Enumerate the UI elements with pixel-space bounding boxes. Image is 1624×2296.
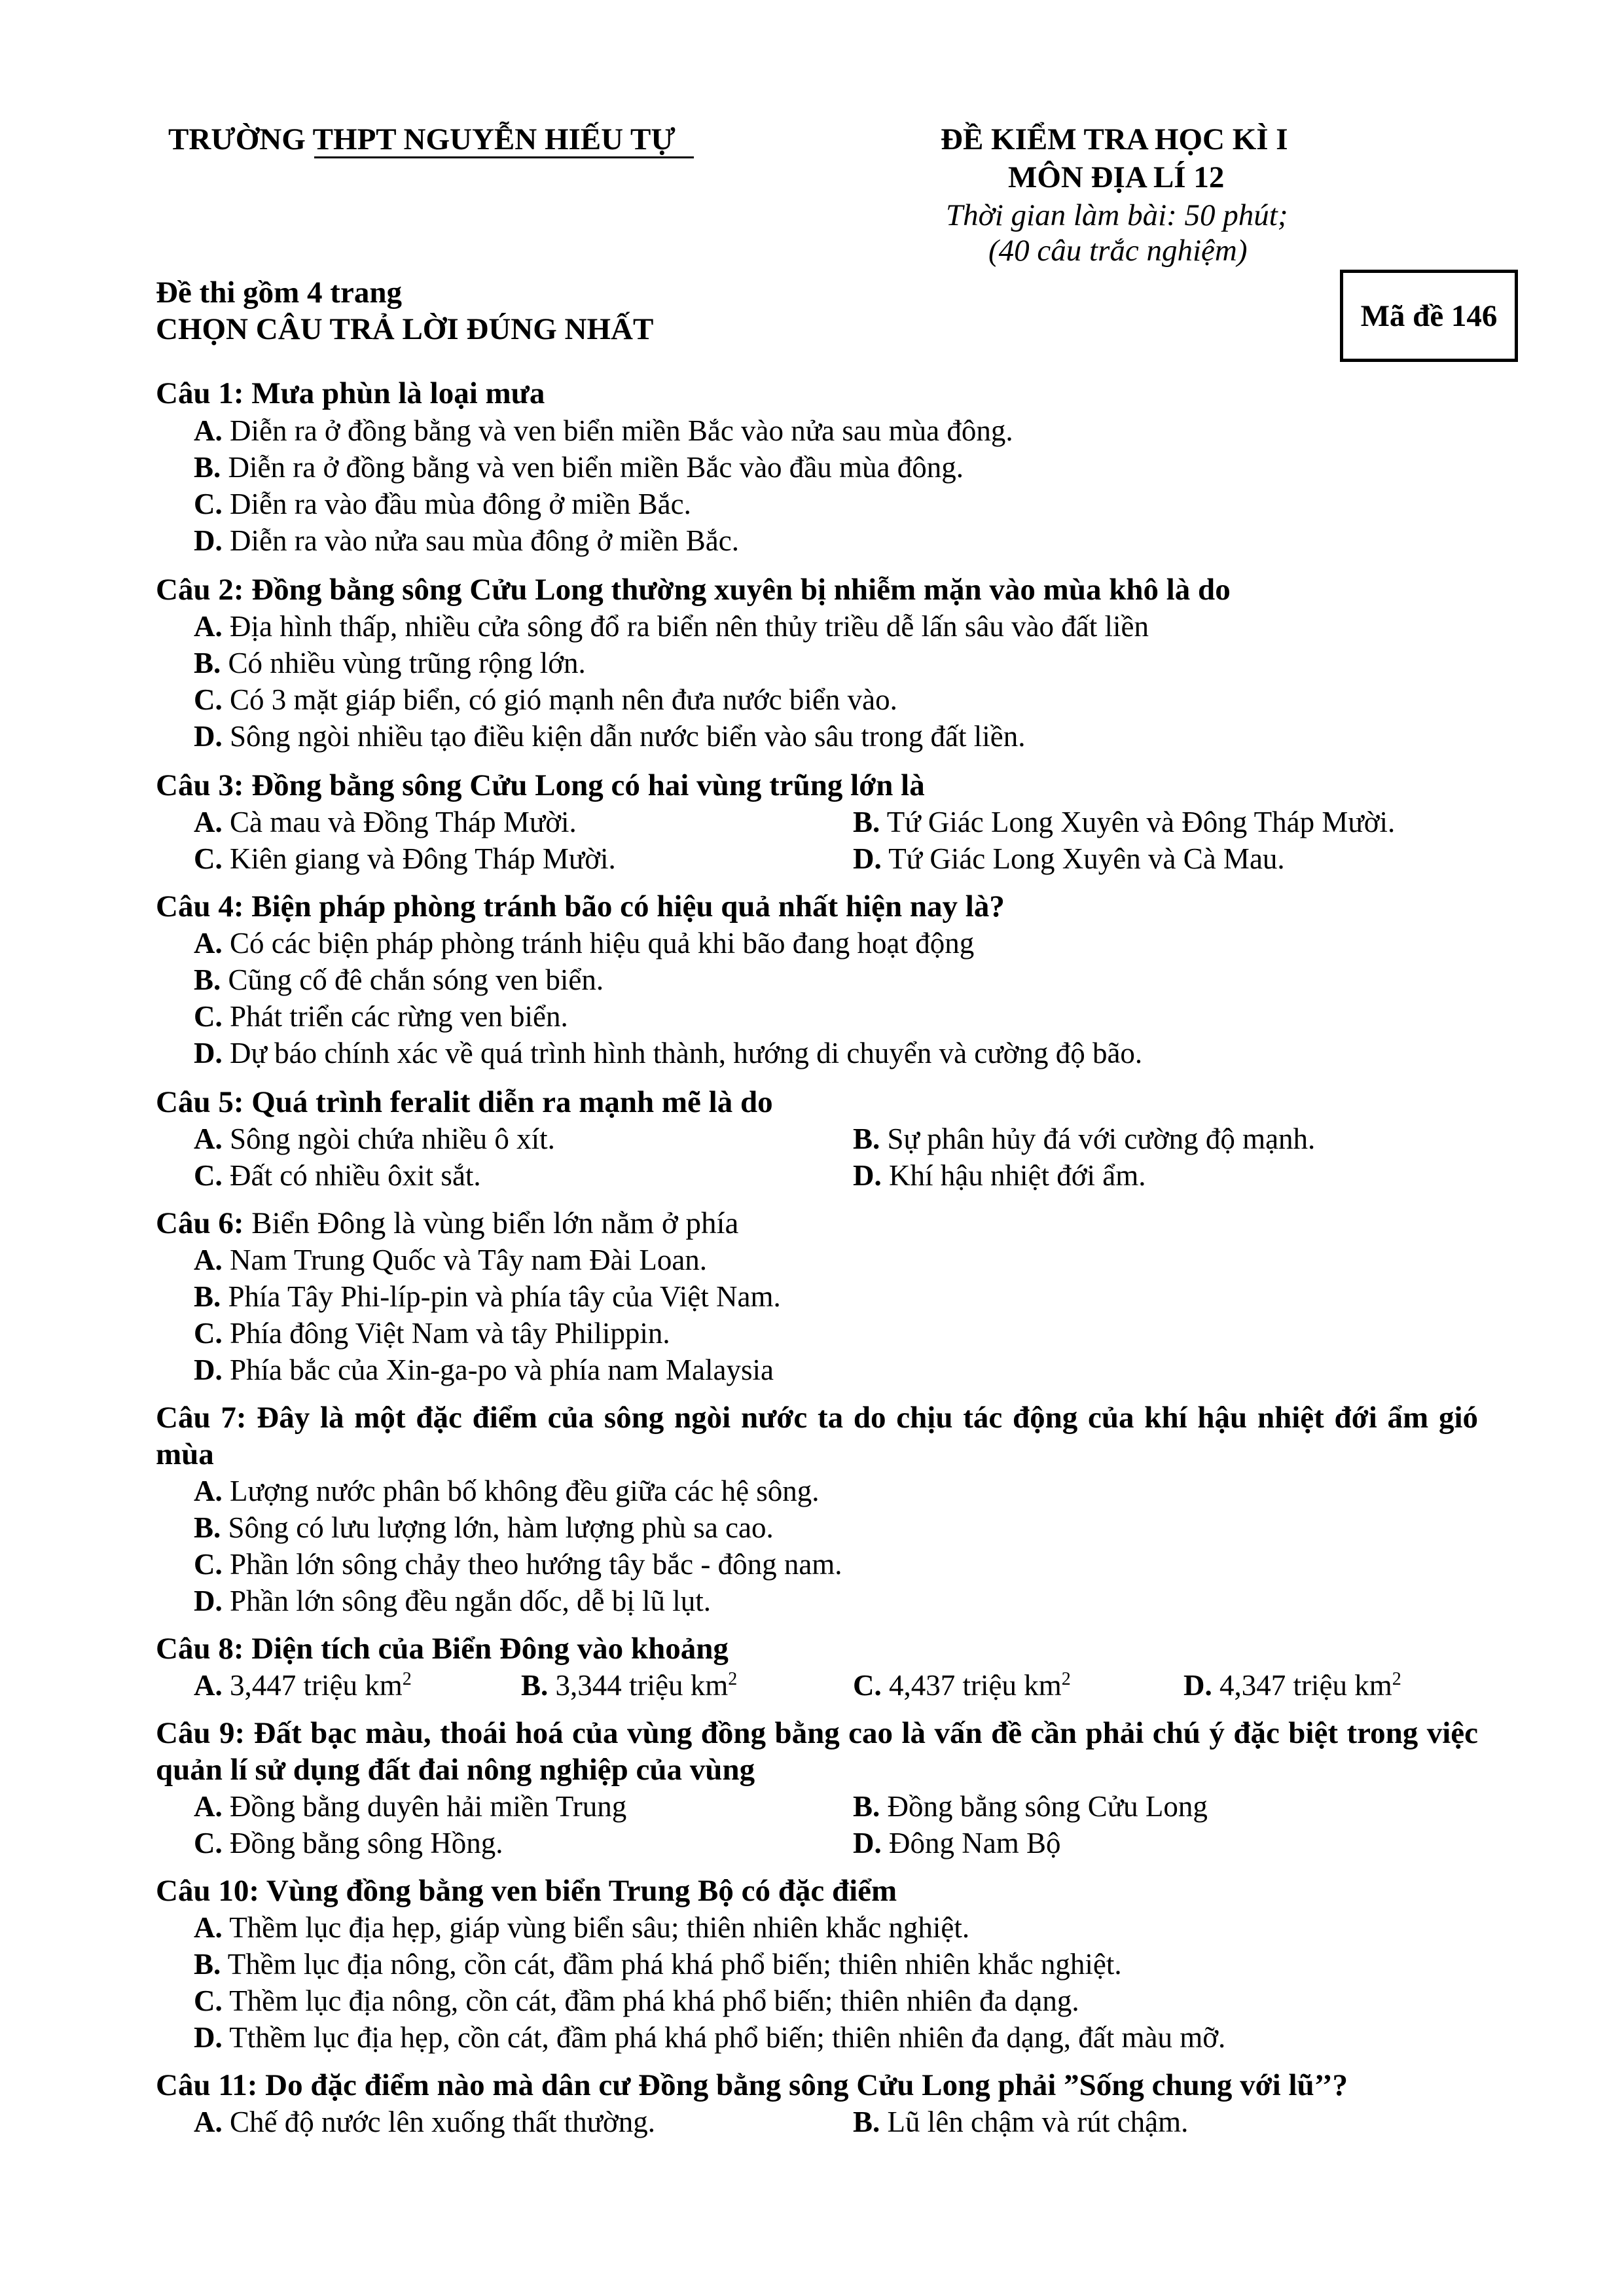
q7-option-a[interactable]: A. Lượng nước phân bố không đều giữa các hệ sông. (194, 1475, 820, 1507)
q7-option-c[interactable]: C. Phần lớn sông chảy theo hướng tây bắc - đông nam. (194, 1548, 842, 1581)
q4-option-c[interactable]: C. Phát triển các rừng ven biển. (194, 1000, 568, 1033)
question-9: Câu 9: Đất bạc màu, thoái hoá của vùng đồng bằng cao là vấn đề cần phải chú ý đặc biệt trong việc quản lí sử dụng đất đai nông nghiệp của vùng (156, 1716, 1478, 1787)
q8-option-d[interactable]: D. 4,347 triệu $km^2$ (1183, 1669, 1401, 1702)
q8-option-a[interactable]: A. 3,447 triệu $km^2$ (194, 1669, 412, 1702)
q11-option-b[interactable]: B. Lũ lên chậm và rút chậm. (853, 2106, 1189, 2138)
q9-option-b[interactable]: B. Đồng bằng sông Cửu Long (853, 1790, 1208, 1823)
q10-option-b[interactable]: B. Thềm lục địa nông, cồn cát, đầm phá khá phổ biến; thiên nhiên khắc nghiệt. (194, 1948, 1122, 1981)
exam-title: ĐỀ KIỂM TRA HỌC KÌ I (941, 122, 1288, 156)
question-5: Câu 5: Quá trình feralit diễn ra mạnh mẽ là do (156, 1085, 773, 1119)
q10-option-d[interactable]: D. Tthềm lục địa hẹp, cồn cát, đầm phá khá phổ biến; thiên nhiên đa dạng, đất màu mỡ. (194, 2021, 1226, 2054)
pages-note: Đề thi gồm 4 trang (156, 276, 402, 310)
q2-option-c[interactable]: C. Có 3 mặt giáp biển, có gió mạnh nên đưa nước biển vào. (194, 683, 897, 716)
subject: MÔN ĐỊA LÍ 12 (1008, 160, 1225, 194)
q1-option-c[interactable]: C. Diễn ra vào đầu mùa đông ở miền Bắc. (194, 488, 691, 520)
question-6: Câu 6: Biển Đông là vùng biển lớn nằm ở phía (156, 1206, 739, 1240)
q2-option-a[interactable]: A. Địa hình thấp, nhiều cửa sông đổ ra biển nên thủy triều dễ lấn sâu vào đất liền (194, 610, 1149, 643)
exam-code-box (1340, 270, 1518, 362)
q3-option-c[interactable]: C. Kiên giang và Đông Tháp Mười. (194, 842, 616, 875)
question-1: Câu 1: Mưa phùn là loại mưa (156, 376, 545, 410)
q9-option-c[interactable]: C. Đồng bằng sông Hồng. (194, 1827, 503, 1859)
question-count: (40 câu trắc nghiệm) (988, 234, 1248, 268)
q5-option-d[interactable]: D. Khí hậu nhiệt đới ẩm. (853, 1159, 1146, 1192)
q10-option-c[interactable]: C. Thềm lục địa nông, cồn cát, đầm phá khá phổ biến; thiên nhiên đa dạng. (194, 1984, 1079, 2017)
q6-option-a[interactable]: A. Nam Trung Quốc và Tây nam Đài Loan. (194, 1244, 708, 1276)
school-underline (314, 156, 694, 158)
question-10: Câu 10: Vùng đồng bằng ven biển Trung Bộ có đặc điểm (156, 1874, 897, 1908)
instruction: CHỌN CÂU TRẢ LỜI ĐÚNG NHẤT (156, 312, 654, 346)
q8-option-b[interactable]: B. 3,344 triệu $km^2$ (521, 1669, 738, 1702)
q2-option-b[interactable]: B. Có nhiều vùng trũng rộng lớn. (194, 647, 586, 679)
question-2: Câu 2: Đồng bằng sông Cửu Long thường xuyên bị nhiễm mặn vào mùa khô là do (156, 573, 1231, 607)
question-11: Câu 11: Do đặc điểm nào mà dân cư Đồng bằng sông Cửu Long phải ”Sống chung với lũ’’? (156, 2068, 1348, 2102)
q4-option-d[interactable]: D. Dự báo chính xác về quá trình hình thành, hướng di chuyển và cường độ bão. (194, 1037, 1143, 1069)
question-3: Câu 3: Đồng bằng sông Cửu Long có hai vùng trũng lớn là (156, 768, 925, 802)
q1-option-a[interactable]: A. Diễn ra ở đồng bằng và ven biển miền Bắc vào nửa sau mùa đông. (194, 414, 1013, 447)
q11-option-a[interactable]: A. Chế độ nước lên xuống thất thường. (194, 2106, 656, 2138)
school-name: TRƯỜNG THPT NGUYỄN HIẾU TỰ (168, 122, 676, 156)
question-4: Câu 4: Biện pháp phòng tránh bão có hiệu quả nhất hiện nay là? (156, 889, 1005, 924)
q6-option-c[interactable]: C. Phía đông Việt Nam và tây Philippin. (194, 1317, 670, 1350)
q9-option-d[interactable]: D. Đông Nam Bộ (853, 1827, 1061, 1859)
q7-option-b[interactable]: B. Sông có lưu lượng lớn, hàm lượng phù sa cao. (194, 1511, 774, 1544)
exam-code: Mã đề 146 (1360, 298, 1498, 333)
q5-option-b[interactable]: B. Sự phân hủy đá với cường độ mạnh. (853, 1122, 1316, 1155)
q1-option-b[interactable]: B. Diễn ra ở đồng bằng và ven biển miền Bắc vào đầu mùa đông. (194, 451, 964, 484)
q4-option-b[interactable]: B. Cũng cố đê chắn sóng ven biển. (194, 963, 604, 996)
q3-option-b[interactable]: B. Tứ Giác Long Xuyên và Đông Tháp Mười. (853, 806, 1396, 838)
q6-option-d[interactable]: D. Phía bắc của Xin-ga-po và phía nam Malaysia (194, 1354, 774, 1386)
q10-option-a[interactable]: A. Thềm lục địa hẹp, giáp vùng biển sâu; thiên nhiên khắc nghiệt. (194, 1911, 970, 1944)
q6-option-b[interactable]: B. Phía Tây Phi-líp-pin và phía tây của Việt Nam. (194, 1280, 781, 1313)
q4-option-a[interactable]: A. Có các biện pháp phòng tránh hiệu quả khi bão đang hoạt động (194, 927, 975, 960)
question-7: Câu 7: Đây là một đặc điểm của sông ngòi nước ta do chịu tác động của khí hậu nhiệt đới ẩm gió mùa (156, 1401, 1479, 1471)
q5-option-c[interactable]: C. Đất có nhiều ôxit sắt. (194, 1159, 481, 1192)
q8-option-c[interactable]: C. 4,437 triệu $km^2$ (853, 1669, 1071, 1702)
q3-option-a[interactable]: A. Cà mau và Đồng Tháp Mười. (194, 806, 577, 838)
question-8: Câu 8: Diện tích của Biển Đông vào khoảng (156, 1632, 729, 1666)
q1-option-d[interactable]: D. Diễn ra vào nửa sau mùa đông ở miền Bắc. (194, 524, 739, 557)
q3-option-d[interactable]: D. Tứ Giác Long Xuyên và Cà Mau. (853, 842, 1285, 875)
q5-option-a[interactable]: A. Sông ngòi chứa nhiều ô xít. (194, 1122, 555, 1155)
time-limit: Thời gian làm bài: 50 phút; (946, 198, 1288, 232)
q9-option-a[interactable]: A. Đồng bằng duyên hải miền Trung (194, 1790, 627, 1823)
q2-option-d[interactable]: D. Sông ngòi nhiều tạo điều kiện dẫn nước biển vào sâu trong đất liền. (194, 720, 1026, 753)
q7-option-d[interactable]: D. Phần lớn sông đều ngắn dốc, dễ bị lũ lụt. (194, 1585, 711, 1617)
